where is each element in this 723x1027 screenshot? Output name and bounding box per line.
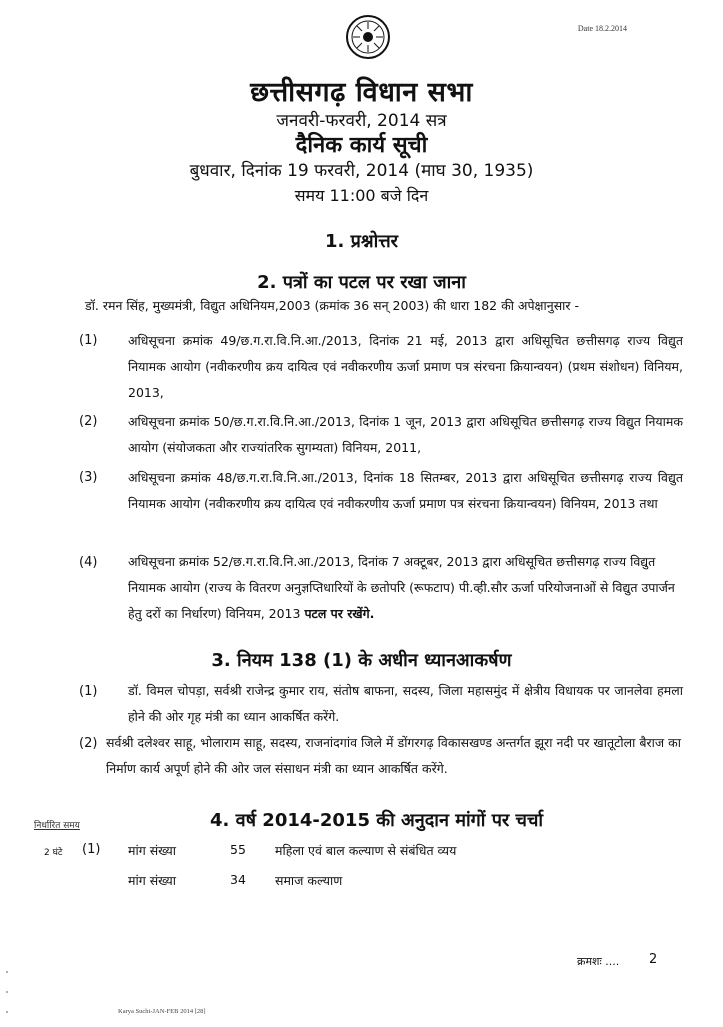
demand-number: 55 [230, 842, 246, 857]
attention-item-number: (2) [79, 736, 98, 751]
paper-item-number: (2) [79, 414, 98, 429]
paper-item-text: अधिसूचना क्रमांक 49/छ.ग.रा.वि.नि.आ./2013, दिनांक 21 मई, 2013 द्वारा अधिसूचित छत्तीसगढ़ राज्य विद्युत नियामक आयोग (नवीकरणीय क्रय दायित्व एवं नवीकरणीय ऊर्जा प्रमाण पत्र संरचना क्रियान्वयन) (प्रथम संशोधन) विनियम, 2013, [128, 333, 684, 400]
paper-item-block [128, 549, 683, 627]
paper-item-text: अधिसूचना क्रमांक 48/छ.ग.रा.वि.नि.आ./2013, दिनांक 18 सितम्बर, 2013 द्वारा अधिसूचित छत्तीसगढ़ राज्य विद्युत नियामक आयोग (नवीकरणीय क्रय दायित्व एवं नवीकरणीय ऊर्जा प्रमाण पत्र संरचना क्रियान्वयन) विनियम, 2013 तथा [128, 470, 683, 511]
document-type: दैनिक कार्य सूची [295, 133, 428, 158]
file-reference: Karya Suchi-JAN-FEB 2014 [28] [118, 1008, 206, 1015]
paper-item-number: (4) [79, 555, 98, 570]
session-line: जनवरी-फरवरी, 2014 सत्र [276, 111, 447, 131]
paper-item-number: (3) [79, 470, 98, 485]
attention-item-text: डॉ. विमल चोपड़ा, सर्वश्री राजेन्द्र कुमार राय, संतोष बाफना, सदस्य, जिला महासमुंद में क्षेत्रीय विधायक पर जानलेवा हमला होने की ओर गृह मंत्री का ध्यान आकर्षित करेंगे. [128, 683, 683, 724]
page-number: 2 [649, 952, 658, 967]
allotted-hours: 2 घंटे [44, 848, 63, 858]
demand-number: 34 [230, 872, 246, 887]
paper-item-text: अधिसूचना क्रमांक 52/छ.ग.रा.वि.नि.आ./2013, दिनांक 7 अक्टूबर, 2013 द्वारा अधिसूचित छत्तीसगढ़ राज्य विद्युत नियामक आयोग (राज्य के वितरण अनुज्ञप्तिधारियों के छतोपरि (रूफटाप) पी.व्ही.सौर ऊर्जा परियोजनाओं से विद्युत उपार्जन हेतु दरों का निर्धारण) विनियम, 2013 [128, 554, 675, 621]
section-1-heading: 1. प्रश्नोत्तर [324, 231, 399, 252]
paper-item-action: पटल पर रखेंगे. [304, 606, 375, 621]
date-line: बुधवार, दिनांक 19 फरवरी, 2014 (माघ 30, 1935) [189, 161, 534, 181]
attention-item-text: सर्वश्री दलेश्वर साहू, भोलाराम साहू, सदस्य, राजनांदगांव जिले में डोंगरगढ़ विकासखण्ड अन्तर्गत झूरा नदी पर खातूटोला बैराज का निर्माण कार्य अपूर्ण होने की ओर जल संसाधन मंत्री का ध्यान आकर्षित करेंगे. [106, 735, 681, 776]
demand-description: महिला एवं बाल कल्याण से संबंधित व्यय [275, 843, 457, 858]
time-line: समय 11:00 बजे दिन [294, 186, 429, 205]
paper-item-text: अधिसूचना क्रमांक 50/छ.ग.रा.वि.नि.आ./2013, दिनांक 1 जून, 2013 द्वारा अधिसूचित छत्तीसगढ़ राज्य विद्युत नियामक आयोग (संयोजकता और राज्यांतरिक सुगम्यता) विनियम, 2011, [128, 414, 683, 455]
scan-edge-marks [4, 968, 10, 1018]
section-2-intro: डॉ. रमन सिंह, मुख्यमंत्री, विद्युत अधिनियम,2003 (क्रमांक 36 सन् 2003) की धारा 182 की अपेक्षानुसार - [85, 298, 579, 313]
section-2-heading: 2. पत्रों का पटल पर रखा जाना [257, 272, 466, 293]
assembly-title: छत्तीसगढ़ विधान सभा [250, 77, 473, 108]
paper-item-number: (1) [79, 333, 98, 348]
scheduled-time-label: निर्धारित समय [34, 821, 80, 831]
attention-item-number: (1) [79, 684, 98, 699]
demand-description: समाज कल्याण [275, 873, 343, 888]
section-4-heading: 4. वर्ष 2014-2015 की अनुदान मांगों पर चर्चा [210, 810, 544, 831]
date-stamp: Date 18.2.2014 [577, 24, 627, 33]
demand-item-number: (1) [82, 842, 101, 857]
assembly-emblem-icon [345, 14, 391, 60]
demand-label: मांग संख्या [128, 873, 176, 888]
section-3-heading: 3. नियम 138 (1) के अधीन ध्यानआकर्षण [211, 650, 512, 671]
continued-marker: क्रमशः .... [577, 955, 620, 968]
demand-label: मांग संख्या [128, 843, 176, 858]
